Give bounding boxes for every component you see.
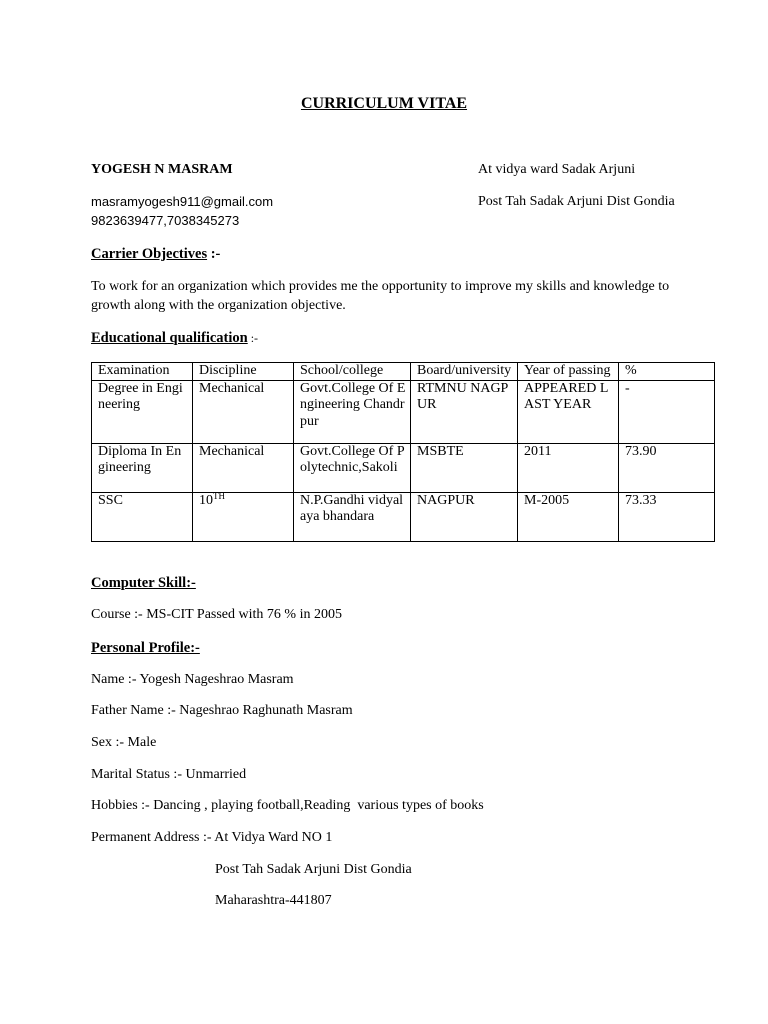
percent-cell: 73.33	[619, 492, 715, 541]
school-cell: Govt.College Of Engineering Chandrpur	[294, 380, 411, 443]
applicant-name: YOGESH N MASRAM	[91, 162, 233, 177]
education-heading-text: Educational qualification	[91, 330, 248, 346]
computer-skill-heading-text: Computer Skill:-	[91, 575, 196, 591]
education-table	[91, 362, 715, 542]
board-cell: NAGPUR	[411, 492, 518, 541]
address-line-2: Post Tah Sadak Arjuni Dist Gondia	[478, 194, 675, 209]
exam-cell: Degree in Engineering	[92, 380, 193, 443]
document-title: CURRICULUM VITAE	[300, 95, 468, 112]
exam-cell: Diploma In Engineering	[92, 443, 193, 492]
course-line: Course :- MS-CIT Passed with 76 % in 2005	[91, 607, 342, 622]
objective-heading-text: Carrier Objectives	[91, 246, 208, 262]
exam-cell: SSC	[92, 492, 193, 541]
discipline-cell: Mechanical	[193, 443, 294, 492]
year-cell: APPEARED LAST YEAR	[518, 380, 619, 443]
table-row	[92, 443, 715, 492]
year-cell: M-2005	[518, 492, 619, 541]
board-cell: MSBTE	[411, 443, 518, 492]
percent-cell: 73.90	[619, 443, 715, 492]
phone-numbers: 9823639477,7038345273	[91, 213, 240, 228]
column-header: School/college	[294, 363, 411, 381]
profile-name: Name :- Yogesh Nageshrao Masram	[91, 672, 294, 687]
objective-text: To work for an organization which provides me the opportunity to improve my skills and knowledge to growth along with the organization objective.	[91, 279, 670, 313]
education-heading	[91, 329, 258, 347]
profile-hobbies: Hobbies :- Dancing , playing football,Reading various types of books	[91, 798, 484, 813]
column-header: Examination	[92, 363, 193, 381]
column-header: %	[619, 363, 715, 381]
school-cell: Govt.College Of Polytechnic,Sakoli	[294, 443, 411, 492]
column-header: Year of passing	[518, 363, 619, 381]
computer-skill-heading	[91, 574, 196, 592]
discipline-value: 10	[199, 492, 213, 508]
education-heading-suffix: :-	[247, 331, 259, 345]
profile-sex: Sex :- Male	[91, 735, 157, 750]
address-line-1: At vidya ward Sadak Arjuni	[478, 162, 636, 177]
table-row	[92, 492, 715, 541]
objective-heading-suffix: :-	[207, 246, 221, 262]
profile-address-line-3: Maharashtra-441807	[215, 893, 332, 908]
table-header-row	[92, 363, 715, 381]
profile-address-line-2: Post Tah Sadak Arjuni Dist Gondia	[215, 862, 412, 877]
school-cell: N.P.Gandhi vidyalaya bhandara	[294, 492, 411, 541]
email-address: masramyogesh911@gmail.com	[91, 194, 274, 209]
discipline-cell	[193, 492, 294, 541]
board-cell: RTMNU NAGPUR	[411, 380, 518, 443]
column-header: Discipline	[193, 363, 294, 381]
table-row	[92, 380, 715, 443]
percent-cell: -	[619, 380, 715, 443]
personal-profile-heading	[91, 639, 200, 657]
column-header: Board/university	[411, 363, 518, 381]
objective-heading	[91, 245, 220, 263]
profile-marital-status: Marital Status :- Unmarried	[91, 767, 247, 782]
personal-profile-heading-text: Personal Profile:-	[91, 640, 200, 656]
discipline-superscript: TH	[213, 490, 225, 501]
discipline-cell: Mechanical	[193, 380, 294, 443]
profile-father-name: Father Name :- Nageshrao Raghunath Masram	[91, 703, 353, 718]
year-cell: 2011	[518, 443, 619, 492]
profile-permanent-address: Permanent Address :- At Vidya Ward NO 1	[91, 830, 333, 845]
